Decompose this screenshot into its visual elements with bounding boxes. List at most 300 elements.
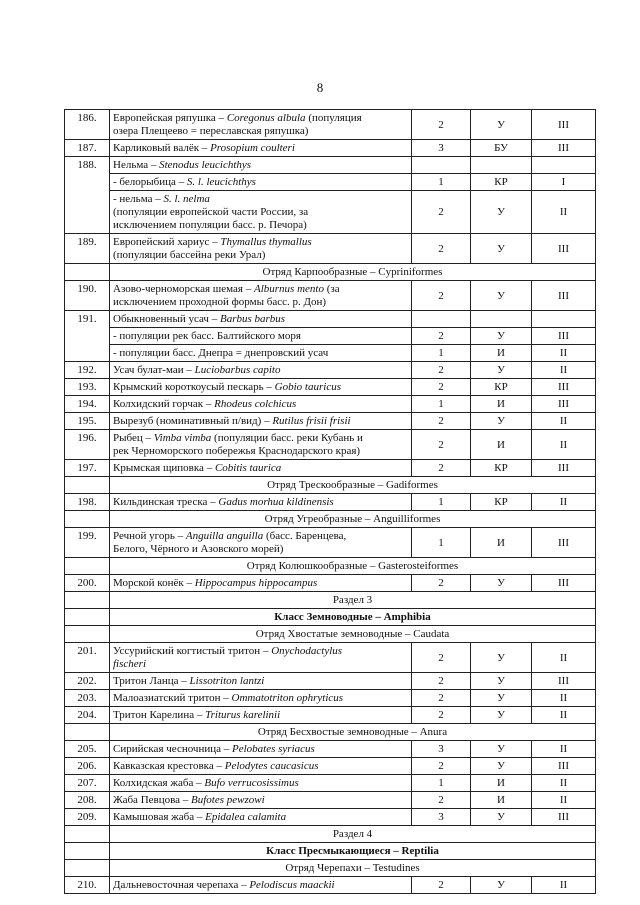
status-cell: КР <box>471 379 532 396</box>
section-header-row <box>65 558 596 575</box>
priority-cell <box>532 157 596 174</box>
species-name-cell <box>110 758 412 775</box>
table-row <box>65 690 596 707</box>
category-cell: 2 <box>412 191 471 234</box>
table-row <box>65 741 596 758</box>
number-cell <box>65 724 110 741</box>
category-cell: 2 <box>412 673 471 690</box>
table-row <box>65 174 596 191</box>
status-cell: У <box>471 234 532 264</box>
status-cell: БУ <box>471 140 532 157</box>
latin-name: Pelodiscus maackii <box>249 879 335 891</box>
name-text: (басс. Баренцева, <box>263 530 347 542</box>
category-cell: 2 <box>412 877 471 894</box>
number-cell: 191. <box>65 311 110 362</box>
name-line <box>113 743 408 756</box>
name-line <box>113 692 408 705</box>
table-row <box>65 460 596 477</box>
priority-cell: III <box>532 460 596 477</box>
species-name-cell <box>110 643 412 673</box>
species-name-cell <box>110 140 412 157</box>
status-cell: И <box>471 528 532 558</box>
species-name-cell <box>110 430 412 460</box>
section-header: Раздел 3 <box>110 592 596 609</box>
priority-cell: III <box>532 809 596 826</box>
species-table <box>64 109 596 894</box>
name-line <box>113 658 408 671</box>
name-text: исключением популяции басс. р. Печора) <box>113 219 307 231</box>
category-cell: 1 <box>412 174 471 191</box>
section-header-row <box>65 626 596 643</box>
species-name-cell <box>110 311 412 328</box>
species-name-cell <box>110 673 412 690</box>
name-text: (популяции бассейна реки Урал) <box>113 249 266 261</box>
priority-cell: II <box>532 877 596 894</box>
number-cell: 188. <box>65 157 110 234</box>
status-cell <box>471 157 532 174</box>
priority-cell: II <box>532 643 596 673</box>
number-cell: 208. <box>65 792 110 809</box>
latin-name: Cobitis taurica <box>214 462 282 474</box>
latin-name: Bufo verrucosissimus <box>204 777 299 789</box>
table-row <box>65 281 596 311</box>
name-line <box>113 236 408 249</box>
table-row <box>65 140 596 157</box>
species-name-cell <box>110 460 412 477</box>
category-cell: 2 <box>412 362 471 379</box>
latin-name: Pelodytes caucasicus <box>224 760 319 772</box>
table-row <box>65 528 596 558</box>
priority-cell: I <box>532 174 596 191</box>
name-text: Кильдинская треска – <box>113 496 219 508</box>
priority-cell: III <box>532 528 596 558</box>
table-row <box>65 575 596 592</box>
name-line <box>113 296 408 309</box>
number-cell: 204. <box>65 707 110 724</box>
name-line <box>113 398 408 411</box>
number-cell: 206. <box>65 758 110 775</box>
category-cell: 1 <box>412 396 471 413</box>
category-cell: 2 <box>412 328 471 345</box>
name-line <box>113 794 408 807</box>
priority-cell <box>532 311 596 328</box>
table-row <box>65 792 596 809</box>
priority-cell: II <box>532 690 596 707</box>
status-cell: У <box>471 413 532 430</box>
name-line <box>113 219 408 232</box>
species-name-cell <box>110 494 412 511</box>
latin-name: Stenodus leucichthys <box>159 159 252 171</box>
section-header-row <box>65 724 596 741</box>
status-cell: И <box>471 345 532 362</box>
name-text: Уссурийский когтистый тритон – <box>113 645 272 657</box>
species-name-cell <box>110 741 412 758</box>
number-cell <box>65 592 110 609</box>
name-text: Кавказская крестовка – <box>113 760 225 772</box>
table-row <box>65 396 596 413</box>
name-line <box>113 879 408 892</box>
number-cell: 193. <box>65 379 110 396</box>
name-text: Нельма – <box>113 159 160 171</box>
category-cell: 3 <box>412 809 471 826</box>
name-text: - популяции басс. Днепра = днепровский усач <box>113 347 329 359</box>
table-row <box>65 157 596 174</box>
species-name-cell <box>110 528 412 558</box>
number-cell: 196. <box>65 430 110 460</box>
category-cell <box>412 157 471 174</box>
latin-name: fischeri <box>113 658 146 670</box>
status-cell: У <box>471 191 532 234</box>
section-header-row <box>65 826 596 843</box>
species-name-cell <box>110 877 412 894</box>
name-line <box>113 125 408 138</box>
table-row <box>65 345 596 362</box>
name-text: Тритон Карелина – <box>113 709 206 721</box>
name-text: Крымская щиповка – <box>113 462 215 474</box>
table-row <box>65 494 596 511</box>
status-cell: У <box>471 575 532 592</box>
number-cell <box>65 264 110 281</box>
name-text: (за <box>323 283 340 295</box>
name-text: рек Черноморского побережья Краснодарского края) <box>113 445 361 457</box>
status-cell: И <box>471 775 532 792</box>
latin-name: Rhodeus colchicus <box>214 398 297 410</box>
priority-cell: III <box>532 379 596 396</box>
table-row <box>65 430 596 460</box>
status-cell: У <box>471 809 532 826</box>
section-header-row <box>65 609 596 626</box>
name-text: Морской конёк – <box>113 577 195 589</box>
section-header: Отряд Угреобразные – Anguilliformes <box>110 511 596 528</box>
species-name-cell <box>110 690 412 707</box>
name-line <box>113 530 408 543</box>
section-header: Раздел 4 <box>110 826 596 843</box>
number-cell: 201. <box>65 643 110 673</box>
name-text: Малоазиатский тритон – <box>113 692 232 704</box>
name-line <box>113 176 408 189</box>
name-text: Крымский короткоусый пескарь – <box>113 381 275 393</box>
priority-cell: II <box>532 707 596 724</box>
status-cell: КР <box>471 460 532 477</box>
name-text: Колхидский горчак – <box>113 398 215 410</box>
priority-cell: II <box>532 792 596 809</box>
priority-cell: II <box>532 413 596 430</box>
species-name-cell <box>110 234 412 264</box>
name-text: Жаба Певцова – <box>113 794 192 806</box>
name-line <box>113 112 408 125</box>
number-cell: 189. <box>65 234 110 264</box>
section-header-row <box>65 264 596 281</box>
latin-name: Prosopium coulteri <box>210 142 295 154</box>
section-header: Класс Земноводные – Amphibia <box>110 609 596 626</box>
number-cell <box>65 843 110 860</box>
number-cell: 202. <box>65 673 110 690</box>
number-cell: 187. <box>65 140 110 157</box>
name-line <box>113 709 408 722</box>
category-cell: 2 <box>412 460 471 477</box>
number-cell: 197. <box>65 460 110 477</box>
latin-name: Onychodactylus <box>271 645 343 657</box>
name-line <box>113 811 408 824</box>
status-cell: КР <box>471 494 532 511</box>
name-line <box>113 330 408 343</box>
category-cell: 2 <box>412 430 471 460</box>
category-cell: 2 <box>412 690 471 707</box>
table-row <box>65 191 596 234</box>
category-cell: 3 <box>412 741 471 758</box>
priority-cell: III <box>532 673 596 690</box>
number-cell <box>65 511 110 528</box>
number-cell <box>65 626 110 643</box>
name-text: - белорыбица – <box>113 176 187 188</box>
number-cell: 203. <box>65 690 110 707</box>
name-text: исключением проходной формы басс. р. Дон) <box>113 296 327 308</box>
name-line <box>113 206 408 219</box>
name-text: Колхидская жаба – <box>113 777 205 789</box>
name-text: - популяции рек басс. Балтийского моря <box>113 330 301 342</box>
table-row <box>65 362 596 379</box>
species-name-cell <box>110 775 412 792</box>
status-cell: У <box>471 328 532 345</box>
name-line <box>113 760 408 773</box>
category-cell: 2 <box>412 707 471 724</box>
status-cell: И <box>471 396 532 413</box>
number-cell: 190. <box>65 281 110 311</box>
name-line <box>113 543 408 556</box>
status-cell: У <box>471 110 532 140</box>
number-cell: 198. <box>65 494 110 511</box>
number-cell <box>65 860 110 877</box>
status-cell: У <box>471 707 532 724</box>
category-cell <box>412 311 471 328</box>
species-name-cell <box>110 792 412 809</box>
name-line <box>113 675 408 688</box>
name-line <box>113 496 408 509</box>
table-row <box>65 234 596 264</box>
name-line <box>113 364 408 377</box>
category-cell: 2 <box>412 110 471 140</box>
priority-cell: III <box>532 328 596 345</box>
latin-name: Ommatotriton ophryticus <box>231 692 344 704</box>
species-name-cell <box>110 157 412 174</box>
latin-name: Triturus karelinii <box>205 709 281 721</box>
name-text: - нельма – <box>113 193 164 205</box>
category-cell: 2 <box>412 379 471 396</box>
table-row <box>65 707 596 724</box>
number-cell: 186. <box>65 110 110 140</box>
species-name-cell <box>110 575 412 592</box>
latin-name: Alburnus mento <box>254 283 324 295</box>
priority-cell: III <box>532 396 596 413</box>
priority-cell: III <box>532 575 596 592</box>
name-text: Белого, Чёрного и Азовского морей) <box>113 543 284 555</box>
name-text: Азово-черноморская шемая – <box>113 283 254 295</box>
name-line <box>113 249 408 262</box>
latin-name: Bufotes pewzowi <box>191 794 265 806</box>
number-cell <box>65 477 110 494</box>
name-text: Европейская ряпушка – <box>113 112 227 124</box>
latin-name: Coregonus albula <box>226 112 306 124</box>
latin-name: Thymallus thymallus <box>220 236 312 248</box>
category-cell: 1 <box>412 775 471 792</box>
section-header: Отряд Черепахи – Testudines <box>110 860 596 877</box>
status-cell: И <box>471 430 532 460</box>
species-name-cell <box>110 413 412 430</box>
priority-cell: II <box>532 191 596 234</box>
name-text: озера Плещеево = переславская ряпушка) <box>113 125 309 137</box>
name-line <box>113 577 408 590</box>
number-cell <box>65 826 110 843</box>
section-header-row <box>65 860 596 877</box>
priority-cell: II <box>532 741 596 758</box>
table-row <box>65 775 596 792</box>
species-name-cell <box>110 281 412 311</box>
table-row <box>65 311 596 328</box>
name-line <box>113 313 408 326</box>
name-line <box>113 462 408 475</box>
species-name-cell <box>110 379 412 396</box>
subspecies-name-cell <box>110 328 412 345</box>
name-line <box>113 159 408 172</box>
name-text: Европейский хариус – <box>113 236 221 248</box>
subspecies-name-cell <box>110 174 412 191</box>
name-text: Речной угорь – <box>113 530 186 542</box>
species-name-cell <box>110 396 412 413</box>
page-number: 8 <box>316 80 324 95</box>
number-cell: 199. <box>65 528 110 558</box>
latin-name: Gadus morhua kildinensis <box>218 496 334 508</box>
status-cell: КР <box>471 174 532 191</box>
number-cell: 195. <box>65 413 110 430</box>
species-name-cell <box>110 362 412 379</box>
number-cell: 200. <box>65 575 110 592</box>
latin-name: Rutilus frisii frisii <box>272 415 351 427</box>
name-text: Вырезуб (номинативный п/вид) – <box>113 415 273 427</box>
section-header: Отряд Бесхвостые земноводные – Anura <box>110 724 596 741</box>
category-cell: 1 <box>412 528 471 558</box>
species-name-cell <box>110 707 412 724</box>
table-row <box>65 413 596 430</box>
latin-name: Gobio tauricus <box>274 381 341 393</box>
latin-name: S. l. nelma <box>163 193 210 205</box>
status-cell: У <box>471 673 532 690</box>
priority-cell: II <box>532 362 596 379</box>
section-header-row <box>65 592 596 609</box>
priority-cell: II <box>532 775 596 792</box>
table-row <box>65 809 596 826</box>
name-line <box>113 777 408 790</box>
latin-name: Anguilla anguilla <box>185 530 264 542</box>
name-line <box>113 645 408 658</box>
status-cell: У <box>471 741 532 758</box>
priority-cell: III <box>532 110 596 140</box>
status-cell: И <box>471 792 532 809</box>
latin-name: Lissotriton lantzi <box>189 675 265 687</box>
subspecies-name-cell <box>110 345 412 362</box>
section-header-row <box>65 477 596 494</box>
section-header-row <box>65 511 596 528</box>
table-row <box>65 643 596 673</box>
name-text: Сирийская чесночница – <box>113 743 232 755</box>
name-text: Дальневосточная черепаха – <box>113 879 250 891</box>
latin-name: Epidalea calamita <box>205 811 287 823</box>
latin-name: Barbus barbus <box>219 313 286 325</box>
status-cell <box>471 311 532 328</box>
name-text: Обыкновенный усач – <box>113 313 220 325</box>
name-text: (популяции европейской части России, за <box>113 206 309 218</box>
table-row <box>65 673 596 690</box>
latin-name: Vimba vimba <box>153 432 212 444</box>
number-cell <box>65 558 110 575</box>
name-text: (популяция <box>305 112 362 124</box>
status-cell: У <box>471 758 532 775</box>
name-line <box>113 193 408 206</box>
table-row <box>65 758 596 775</box>
section-header: Отряд Колюшкообразные – Gasterosteiformes <box>110 558 596 575</box>
table-row <box>65 379 596 396</box>
category-cell: 2 <box>412 758 471 775</box>
category-cell: 2 <box>412 234 471 264</box>
table-row <box>65 877 596 894</box>
category-cell: 3 <box>412 140 471 157</box>
latin-name: Hippocampus hippocampus <box>194 577 318 589</box>
status-cell: У <box>471 877 532 894</box>
section-header: Отряд Хвостатые земноводные – Caudata <box>110 626 596 643</box>
number-cell: 194. <box>65 396 110 413</box>
number-cell: 192. <box>65 362 110 379</box>
name-line <box>113 347 408 360</box>
priority-cell: II <box>532 430 596 460</box>
name-line <box>113 445 408 458</box>
category-cell: 2 <box>412 413 471 430</box>
priority-cell: II <box>532 494 596 511</box>
status-cell: У <box>471 690 532 707</box>
species-name-cell <box>110 809 412 826</box>
category-cell: 2 <box>412 575 471 592</box>
priority-cell: II <box>532 345 596 362</box>
latin-name: S. l. leucichthys <box>186 176 256 188</box>
section-header-row <box>65 843 596 860</box>
name-text: (популяции басс. реки Кубань и <box>211 432 363 444</box>
category-cell: 2 <box>412 792 471 809</box>
number-cell: 210. <box>65 877 110 894</box>
name-line <box>113 381 408 394</box>
table-row <box>65 110 596 140</box>
category-cell: 2 <box>412 643 471 673</box>
category-cell: 1 <box>412 494 471 511</box>
name-line <box>113 283 408 296</box>
subspecies-name-cell <box>110 191 412 234</box>
name-text: Тритон Ланца – <box>113 675 190 687</box>
name-text: Камышовая жаба – <box>113 811 206 823</box>
priority-cell: III <box>532 234 596 264</box>
priority-cell: III <box>532 281 596 311</box>
name-line <box>113 432 408 445</box>
table-row <box>65 328 596 345</box>
category-cell: 1 <box>412 345 471 362</box>
status-cell: У <box>471 281 532 311</box>
priority-cell: III <box>532 758 596 775</box>
category-cell: 2 <box>412 281 471 311</box>
name-text: Рыбец – <box>113 432 154 444</box>
status-cell: У <box>471 362 532 379</box>
number-cell: 205. <box>65 741 110 758</box>
number-cell: 209. <box>65 809 110 826</box>
status-cell: У <box>471 643 532 673</box>
number-cell <box>65 609 110 626</box>
section-header: Класс Пресмыкающиеся – Reptilia <box>110 843 596 860</box>
name-text: Карликовый валёк – <box>113 142 211 154</box>
